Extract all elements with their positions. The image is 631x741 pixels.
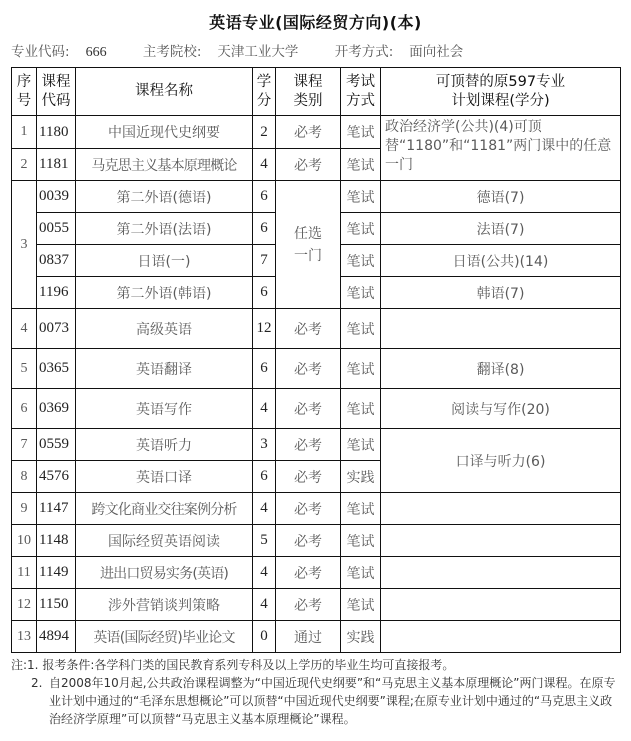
major-code-label: 专业代码: [11,44,70,60]
table-header-row [12,68,621,116]
cell-replace: 阅读与写作(20) [381,389,621,429]
cell-seq: 3 [12,181,37,309]
cell-code: 1150 [37,589,76,621]
table-row [12,116,621,149]
cell-credits: 5 [253,525,276,557]
cell-exam: 实践 [341,621,381,653]
footnotes [11,656,623,728]
cell-replace: 政治经济学(公共)(4)可顶替“1180”和“1181”两门课中的任意一门 [381,116,621,181]
cell-credits: 2 [253,116,276,149]
cell-code: 0559 [37,429,76,461]
major-code [11,44,123,60]
cell-seq: 6 [12,389,37,429]
cell-type: 任选一门 [276,181,341,309]
cell-code: 0055 [37,213,76,245]
cell-replace [381,589,621,621]
cell-credits: 0 [253,621,276,653]
course-plan-table [11,67,621,653]
note-1-number: 1. [27,658,39,672]
cell-replace: 韩语(7) [381,277,621,309]
note-2-text: 自2008年10月起,公共政治课程调整为“中国近现代史纲要”和“马克思主义基本原理概论”两门课程。在原专业计划中通过的“毛泽东思想概论”可以顶替“中国近现代史纲要”课程;在原专业计划中通过的“马克思主义政治经济学原理”可以顶替“马克思主义基本原理概论”课程。 [49,676,616,726]
cell-credits: 3 [253,429,276,461]
cell-type: 必考 [276,349,341,389]
cell-credits: 12 [253,309,276,349]
document-title: 英语专业(国际经贸方向)(本) [209,13,422,32]
cell-type: 必考 [276,493,341,525]
cell-name: 日语(一) [76,245,253,277]
cell-type: 必考 [276,429,341,461]
cell-name: 英语翻译 [76,349,253,389]
cell-exam: 笔试 [341,493,381,525]
cell-seq: 8 [12,461,37,493]
table-row [12,349,621,389]
cell-name: 第二外语(德语) [76,181,253,213]
cell-replace: 翻译(8) [381,349,621,389]
cell-seq: 2 [12,149,37,181]
cell-type: 必考 [276,557,341,589]
cell-exam: 笔试 [341,309,381,349]
cell-replace [381,309,621,349]
cell-code: 1196 [37,277,76,309]
header-credits: 学 分 [253,68,276,116]
cell-name: 英语写作 [76,389,253,429]
table-row [12,589,621,621]
cell-code: 1147 [37,493,76,525]
cell-type: 通过 [276,621,341,653]
header-replace: 可顶替的原597专业 计划课程(学分) [381,68,621,116]
cell-exam: 笔试 [341,589,381,621]
cell-seq: 1 [12,116,37,149]
cell-exam: 笔试 [341,213,381,245]
cell-credits: 6 [253,181,276,213]
cell-type: 必考 [276,389,341,429]
cell-seq: 7 [12,429,37,461]
cell-code: 4576 [37,461,76,493]
notes-prefix: 注: [11,658,28,672]
cell-credits: 6 [253,213,276,245]
header-exam: 考试 方式 [341,68,381,116]
table-row [12,525,621,557]
cell-code: 0073 [37,309,76,349]
table-row [12,309,621,349]
cell-seq: 11 [12,557,37,589]
cell-seq: 10 [12,525,37,557]
cell-seq: 5 [12,349,37,389]
major-info [11,40,495,61]
cell-type: 必考 [276,589,341,621]
cell-code: 0365 [37,349,76,389]
cell-code: 0039 [37,181,76,213]
mode-label: 开考方式: [334,44,394,60]
cell-name: 国际经贸英语阅读 [76,525,253,557]
cell-replace: 德语(7) [381,181,621,213]
cell-exam: 笔试 [341,277,381,309]
cell-name: 高级英语 [76,309,253,349]
major-code-value: 666 [85,45,107,60]
cell-name: 中国近现代史纲要 [76,116,253,149]
cell-credits: 7 [253,245,276,277]
cell-credits: 4 [253,389,276,429]
cell-type: 必考 [276,309,341,349]
cell-seq: 9 [12,493,37,525]
cell-code: 1180 [37,116,76,149]
cell-type: 必考 [276,461,341,493]
exam-school [143,44,315,60]
cell-type: 必考 [276,525,341,557]
table-row [12,493,621,525]
cell-name: 马克思主义基本原理概论 [76,149,253,181]
school-value: 天津工业大学 [217,44,299,60]
cell-credits: 4 [253,149,276,181]
cell-exam: 笔试 [341,245,381,277]
cell-exam: 笔试 [341,389,381,429]
cell-credits: 6 [253,349,276,389]
cell-credits: 6 [253,461,276,493]
cell-name: 跨文化商业交往案例分析 [76,493,253,525]
table-row [12,389,621,429]
note-2 [31,674,623,728]
table-row [12,557,621,589]
cell-replace [381,557,621,589]
cell-name: 涉外营销谈判策略 [76,589,253,621]
note-2-number: 2. [31,676,43,690]
header-seq: 序 号 [12,68,37,116]
cell-seq: 13 [12,621,37,653]
cell-exam: 笔试 [341,181,381,213]
cell-type: 必考 [276,149,341,181]
cell-seq: 4 [12,309,37,349]
cell-exam: 笔试 [341,349,381,389]
note-1-text: 报考条件:各学科门类的国民教育系列专科及以上学历的毕业生均可直接报考。 [42,658,455,672]
cell-replace: 口译与听力(6) [381,429,621,493]
cell-name: 英语(国际经贸)毕业论文 [76,621,253,653]
cell-replace [381,525,621,557]
cell-exam: 笔试 [341,149,381,181]
cell-name: 进出口贸易实务(英语) [76,557,253,589]
table-row [12,429,621,461]
cell-credits: 4 [253,589,276,621]
cell-replace [381,493,621,525]
cell-code: 1181 [37,149,76,181]
header-code: 课程 代码 [37,68,76,116]
cell-code: 1149 [37,557,76,589]
cell-name: 英语口译 [76,461,253,493]
exam-mode [335,44,480,60]
header-name: 课程名称 [76,68,253,116]
cell-name: 英语听力 [76,429,253,461]
cell-code: 1148 [37,525,76,557]
table-row [12,181,621,213]
header-type: 课程 类别 [276,68,341,116]
cell-exam: 笔试 [341,116,381,149]
mode-value: 面向社会 [409,44,464,60]
note-1 [11,656,623,674]
cell-seq: 12 [12,589,37,621]
cell-exam: 笔试 [341,525,381,557]
school-label: 主考院校: [142,44,202,60]
cell-exam: 实践 [341,461,381,493]
cell-credits: 4 [253,493,276,525]
cell-credits: 4 [253,557,276,589]
cell-replace [381,621,621,653]
cell-code: 4894 [37,621,76,653]
cell-name: 第二外语(法语) [76,213,253,245]
cell-replace: 法语(7) [381,213,621,245]
cell-code: 0369 [37,389,76,429]
cell-code: 0837 [37,245,76,277]
cell-exam: 笔试 [341,557,381,589]
cell-exam: 笔试 [341,429,381,461]
cell-type: 必考 [276,116,341,149]
table-row [12,621,621,653]
cell-name: 第二外语(韩语) [76,277,253,309]
cell-replace: 日语(公共)(14) [381,245,621,277]
cell-credits: 6 [253,277,276,309]
